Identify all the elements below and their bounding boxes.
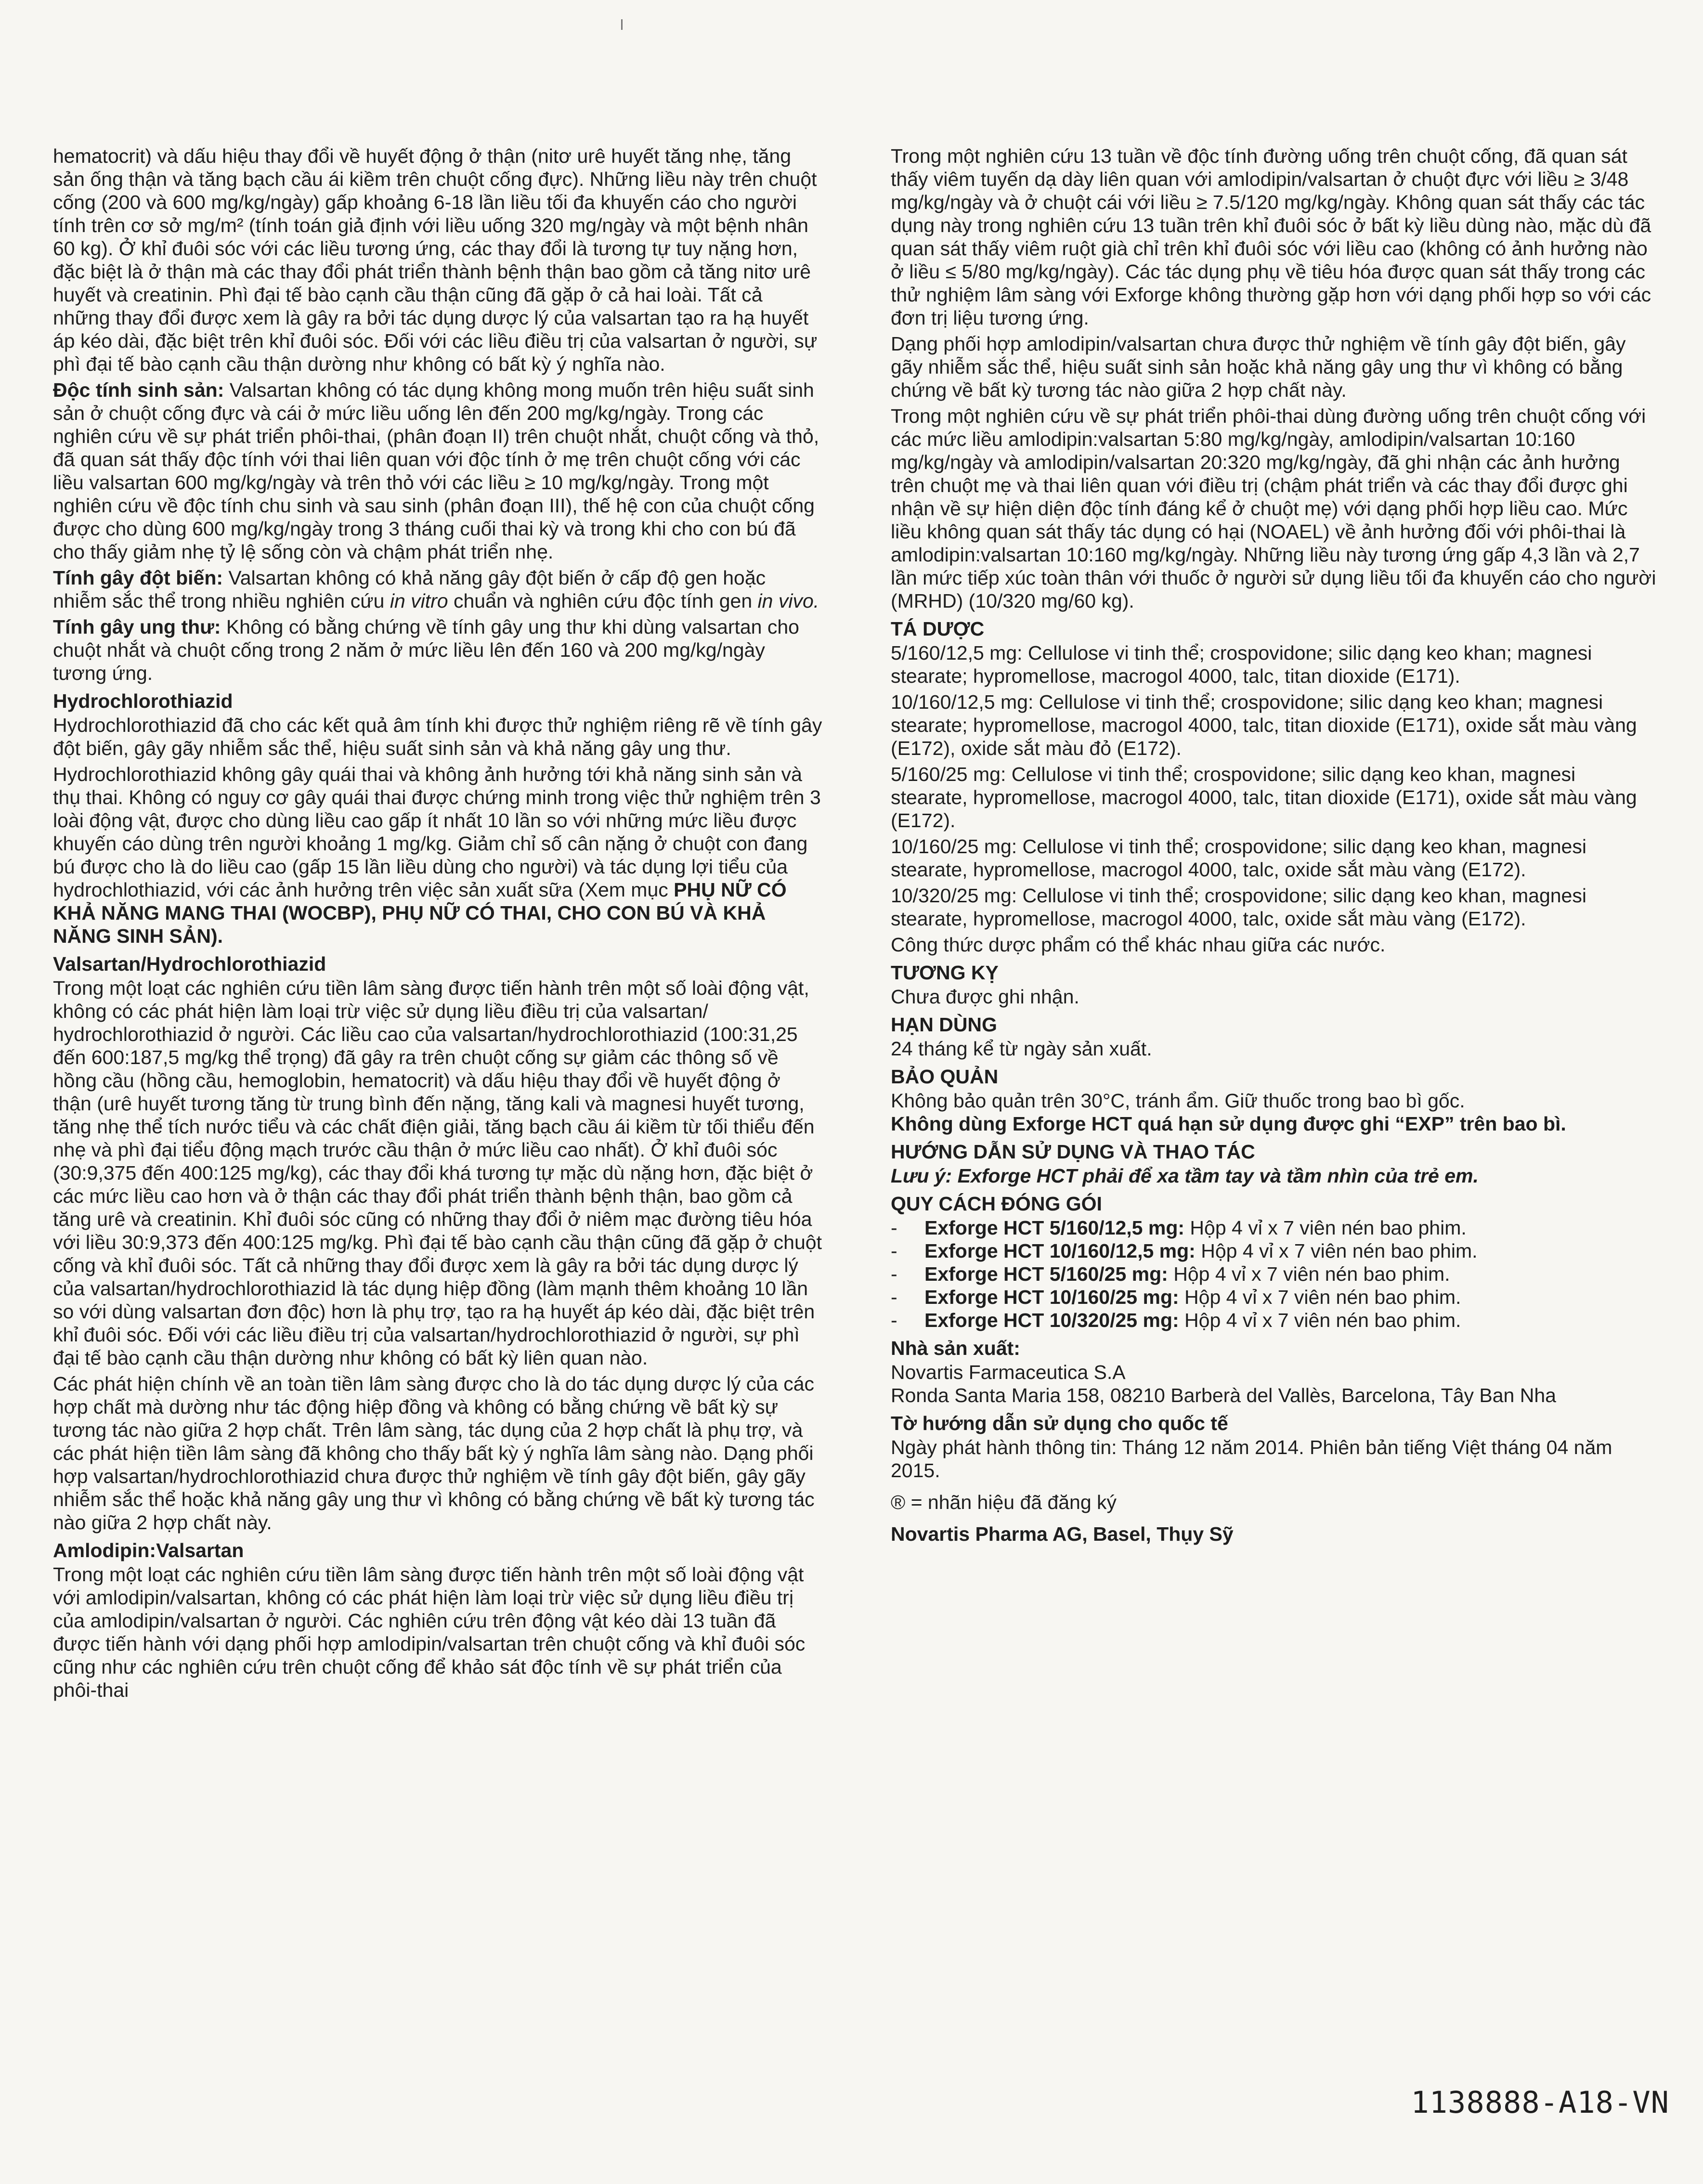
text-italic: in vitro — [390, 590, 448, 612]
section-heading-incompatibilities: TƯƠNG KỴ — [891, 962, 999, 984]
document-code: 1138888-A18-VN — [1411, 2085, 1669, 2120]
paragraph-reproductive-toxicity — [53, 378, 823, 563]
list-item — [891, 1216, 1656, 1239]
text: Valsartan không có khả năng gây đột biến ở cấp độ gen hoặc nhiễm sắc thể trong nhiều nghiên cứu — [53, 567, 766, 612]
paragraph: Chưa được ghi nhận. — [891, 986, 1079, 1008]
label: Độc tính sinh sản: — [53, 379, 224, 401]
list-item — [891, 1309, 1656, 1332]
list-item — [891, 1286, 1656, 1309]
section-heading-shelf-life: HẠN DÙNG — [891, 1014, 997, 1036]
list-item — [891, 1239, 1656, 1262]
print-mark — [621, 19, 623, 30]
section-heading-usage: HƯỚNG DẪN SỬ DỤNG VÀ THAO TÁC — [891, 1141, 1255, 1163]
manufacturer-name: Novartis Farmaceutica S.A — [891, 1361, 1126, 1383]
text-italic: in vivo. — [757, 590, 819, 612]
packaging-list — [891, 1216, 1656, 1332]
manufacturer-heading: Nhà sản xuất: — [891, 1337, 1020, 1359]
label: Tính gây đột biến: — [53, 567, 223, 589]
paragraph-mutagenicity — [53, 566, 823, 612]
text: chuẩn và nghiên cứu độc tính gen — [448, 590, 758, 612]
paragraph: Trong một nghiên cứu 13 tuần về độc tính đường uống trên chuột cống, đã quan sát thấy viêm tuyến dạ dày liên quan với amlodipin/valsartan ở chuột đực với liều ≥ 3/48 mg/kg/ngày và ở chuột cái với liều ≥ 7.5/120 mg/kg/ngày. Không quan sát thấy các tác dụng này trong nghiên cứu 13 tuần trên khỉ đuôi sóc ở bất kỳ liều dùng nào, mặc dù đã quan sát thấy viêm ruột già chỉ trên khỉ đuôi sóc với liều cao (không có ảnh hưởng nào ở liều ≤ 5/80 mg/kg/ngày). Các tác dụng phụ về tiêu hóa được quan sát thấy trong các thử nghiệm lâm sàng với Exforge không thường gặp hơn với dạng phối hợp so với các đơn trị liệu tương ứng. — [891, 145, 1651, 329]
section-heading: Hydrochlorothiazid — [53, 690, 233, 712]
pack-name: Exforge HCT 10/160/12,5 mg: — [924, 1240, 1196, 1262]
excipient-item: 10/160/12,5 mg: Cellulose vi tinh thể; crospovidone; silic dạng keo khan; magnesi stearate; hypromellose, macrogol 4000, talc, titan dioxide (E171), oxide sắt màu vàng (E172), oxide sắt màu đỏ (E172). — [891, 691, 1637, 759]
section-heading-storage: BẢO QUẢN — [891, 1066, 999, 1088]
text: Không có bằng chứng về tính gây ung thư khi dùng valsartan cho chuột nhắt và chuột cống trong 2 năm ở mức liều lên đến 160 và 200 mg/kg/ngày tương ứng. — [53, 616, 799, 684]
pack-name: Exforge HCT 10/320/25 mg: — [924, 1309, 1179, 1331]
pack-name: Exforge HCT 10/160/25 mg: — [924, 1286, 1179, 1308]
section-reference: PHỤ NỮ CÓ KHẢ NĂNG MANG THAI (WOCBP), PHỤ NỮ CÓ THAI, CHO CON BÚ VÀ KHẢ NĂNG SINH SẢN). — [53, 879, 787, 947]
excipient-item: 10/160/25 mg: Cellulose vi tinh thể; crospovidone; silic dạng keo khan, magnesi stearate, hypromellose, macrogol 4000, talc, oxide sắt màu vàng (E172). — [891, 835, 1586, 881]
pack-desc: Hộp 4 vỉ x 7 viên nén bao phim. — [1179, 1309, 1461, 1331]
trademark-note: ® = nhãn hiệu đã đăng ký — [891, 1491, 1117, 1513]
issue-date: Ngày phát hành thông tin: Tháng 12 năm 2014. Phiên bản tiếng Việt tháng 04 năm 2015. — [891, 1436, 1612, 1482]
excipient-item: 10/320/25 mg: Cellulose vi tinh thể; crospovidone; silic dạng keo khan, magnesi stearate, hypromellose, macrogol 4000, talc, oxide sắt màu vàng (E172). — [891, 884, 1586, 930]
excipient-item: 5/160/12,5 mg: Cellulose vi tinh thể; crospovidone; silic dạng keo khan; magnesi stearate; hypromellose, macrogol 4000, talc, titan dioxide (E171). — [891, 642, 1592, 687]
pack-desc: Hộp 4 vỉ x 7 viên nén bao phim. — [1195, 1240, 1478, 1262]
company-name: Novartis Pharma AG, Basel, Thụy Sỹ — [891, 1523, 1234, 1545]
paragraph: Dạng phối hợp amlodipin/valsartan chưa được thử nghiệm về tính gây đột biến, gây gãy nhiễm sắc thể, hiệu suất sinh sản hoặc khả năng gây ung thư vì không có bằng chứng về bất kỳ tương tác nào giữa 2 hợp chất này. — [891, 333, 1626, 401]
text: Hydrochlorothiazid không gây quái thai và không ảnh hưởng tới khả năng sinh sản và thụ thai. Không có nguy cơ gây quái thai được chứng minh trong việc thử nghiệm trên 3 loài động vật, được cho dùng liều cao gấp ít nhất 10 lần so với những mức liều được khuyến cáo dùng trên người khoảng 1 mg/kg. Giảm chỉ số cân nặng ở chuột con đang bú được cho là do liều cao (gấp 15 lần liều dùng cho người) và tác dụng lợi tiểu của hydrochlothiazid, với các ảnh hưởng trên việc sản xuất sữa (Xem mục — [53, 763, 821, 901]
paragraph: Trong một nghiên cứu về sự phát triển phôi-thai dùng đường uống trên chuột cống với các mức liều amlodipin:valsartan 5:80 mg/kg/ngày, amlodipin/valsartan 10:160 mg/kg/ngày và amlodipin/valsartan 20:320 mg/kg/ngày, đã ghi nhận các ảnh hưởng trên chuột mẹ và thai liên quan với điều trị (chậm phát triển và các thay đổi được ghi nhận về sự hiện diện độc tính đáng kể ở chuột mẹ) với dạng phối hợp liều cao. Mức liều không quan sát thấy tác dụng có hại (NOAEL) về ảnh hưởng đối với phôi-thai là amlodipin:valsartan 10:160 mg/kg/ngày. Những liều này tương ứng gấp 4,3 lần và 2,7 lần mức tiếp xúc toàn thân với thuốc ở người sử dụng liều tối đa khuyến cáo cho người (MRHD) (10/320 mg/60 kg). — [891, 405, 1656, 612]
paragraph: Hydrochlorothiazid đã cho các kết quả âm tính khi được thử nghiệm riêng rẽ về tính gây đột biến, gây gãy nhiễm sắc thể, hiệu suất sinh sản và khả năng gây ung thư. — [53, 714, 822, 759]
excipient-note: Công thức dược phẩm có thể khác nhau giữa các nước. — [891, 934, 1386, 956]
label: Tính gây ung thư: — [53, 616, 221, 638]
section-heading: Valsartan/Hydrochlorothiazid — [53, 953, 326, 975]
list-item — [891, 1262, 1656, 1286]
pack-desc: Hộp 4 vỉ x 7 viên nén bao phim. — [1179, 1286, 1461, 1308]
section-heading-excipients: TÁ DƯỢC — [891, 618, 985, 640]
paragraph-carcinogenicity — [53, 615, 823, 685]
paragraph: Không bảo quản trên 30°C, tránh ẩm. Giữ thuốc trong bao bì gốc. — [891, 1090, 1465, 1112]
pack-desc: Hộp 4 vỉ x 7 viên nén bao phim. — [1184, 1217, 1467, 1239]
pack-desc: Hộp 4 vỉ x 7 viên nén bao phim. — [1168, 1263, 1450, 1285]
paragraph: Trong một loạt các nghiên cứu tiền lâm sàng được tiến hành trên một số loài động vật với amlodipin/valsartan, không có các phát hiện làm loại trừ việc sử dụng liều điều trị của amlodipin/valsartan ở người. Các nghiên cứu trên động vật kéo dài 13 tuần đã được tiến hành với dạng phối hợp amlodipin/valsartan trên chuột cống và khỉ đuôi sóc cũng như các nghiên cứu trên chuột cống để khảo sát độc tính về sự phát triển của phôi-thai — [53, 1563, 806, 1701]
paragraph: hematocrit) và dấu hiệu thay đổi về huyết động ở thận (nitơ urê huyết tăng nhẹ, tăng sản ống thận và tăng bạch cầu ái kiềm trên chuột cống đực). Những liều này trên chuột cống (200 và 600 mg/kg/ngày) gấp khoảng 6-18 lần liều tối đa khuyến cáo cho người tính trên cơ sở mg/m² (tính toán giả định với liều uống 320 mg/ngày và một bệnh nhân 60 kg). Ở khỉ đuôi sóc với các liều tương ứng, các thay đổi là tương tự tuy nặng hơn, đặc biệt là ở thận mà các thay đổi phát triển thành bệnh thận bao gồm cả tăng nitơ urê huyết và creatinin. Phì đại tế bào cạnh cầu thận cũng đã gặp ở cả hai loài. Tất cả những thay đổi được xem là gây ra bởi tác dụng dược lý của valsartan tạo ra hạ huyết áp kéo dài, đặc biệt trên khỉ đuôi sóc. Đối với các liều điều trị của valsartan ở người, sự phì đại tế bào cạnh cầu thận dường như không có bất kỳ ý nghĩa nào. — [53, 145, 818, 375]
pack-name: Exforge HCT 5/160/25 mg: — [924, 1263, 1168, 1285]
left-column — [53, 144, 823, 1704]
paragraph: Các phát hiện chính về an toàn tiền lâm sàng được cho là do tác dụng dược lý của các hợp chất mà dường như tác động hiệp đồng và không có bằng chứng về bất kỳ sự tương tác nào giữa 2 hợp chất. Trên lâm sàng, tác dụng của 2 hợp chất là phụ trợ, và các phát hiện tiền lâm sàng đã không cho thấy bất kỳ ý nghĩa lâm sàng nào. Dạng phối hợp valsartan/hydrochlorothiazid chưa được thử nghiệm về tính gây đột biến, gây gãy nhiễm sắc thể hoặc khả năng gây ung thư vì không có bằng chứng về bất kỳ tương tác nào giữa 2 hợp chất này. — [53, 1373, 815, 1534]
section-heading: Amlodipin:Valsartan — [53, 1539, 244, 1561]
usage-note: Lưu ý: Exforge HCT phải để xa tầm tay và tầm nhìn của trẻ em. — [891, 1165, 1479, 1187]
excipient-item: 5/160/25 mg: Cellulose vi tinh thể; crospovidone; silic dạng keo khan, magnesi stearate, hypromellose, macrogol 4000, talc, titan dioxide (E171), oxide sắt màu vàng (E172). — [891, 763, 1637, 832]
paragraph: Trong một loạt các nghiên cứu tiền lâm sàng được tiến hành trên một số loài động vật, không có các phát hiện làm loại trừ việc sử dụng liều điều trị của valsartan/ hydrochlorothiazid ở người. Các liều cao của valsartan/hydrochlorothiazid (100:31,25 đến 600:187,5 mg/kg thể trọng) đã gây ra trên chuột cống sự giảm các thông số về hồng cầu (hồng cầu, hemoglobin, hematocrit) và dấu hiệu thay đổi về huyết động ở thận (urê huyết tương tăng từ trung bình đến nặng, tăng kali và magnesi huyết tương, tăng nhẹ thể tích nước tiểu và các chất điện giải, tăng bạch cầu ái kiềm từ tối thiểu đến nhẹ và phì đại tiểu động mạch trước cầu thận ở mức liều cao nhất). Ở khỉ đuôi sóc (30:9,375 đến 400:125 mg/kg), các thay đổi khá tương tự mặc dù nặng hơn, đặc biệt ở các mức liều cao hơn và ở thận các thay đổi phát triển thành bệnh thận, bao gồm cả tăng urê và creatinin. Khỉ đuôi sóc cũng có những thay đổi ở niêm mạc đường tiêu hóa với liều 30:9,373 đến 400:125 mg/kg. Phì đại tế bào cạnh cầu thận cũng đã gặp ở chuột cống và khỉ đuôi sóc. Tất cả những thay đổi được xem là gây ra bởi tác dụng dược lý của valsartan/hydrochlorothiazid là tác dụng hiệp đồng (làm mạnh thêm khoảng 10 lần so với dùng valsartan đơn độc) hơn là phụ trợ, tạo ra hạ huyết áp kéo dài, đặc biệt trên khỉ đuôi sóc. Đối với các liều điều trị của valsartan/hydrochlorothiazid ở người, sự phì đại tế bào cạnh cầu thận dường như không có bất kỳ liên quan nào. — [53, 977, 822, 1369]
storage-warning: Không dùng Exforge HCT quá hạn sử dụng được ghi “EXP” trên bao bì. — [891, 1113, 1566, 1135]
manufacturer-address: Ronda Santa Maria 158, 08210 Barberà del Vallès, Barcelona, Tây Ban Nha — [891, 1384, 1556, 1406]
section-heading-packaging: QUY CÁCH ĐÓNG GÓI — [891, 1193, 1102, 1215]
paragraph — [53, 763, 823, 948]
international-leaflet-heading: Tờ hướng dẫn sử dụng cho quốc tế — [891, 1412, 1228, 1434]
paragraph: 24 tháng kể từ ngày sản xuất. — [891, 1038, 1152, 1060]
pack-name: Exforge HCT 5/160/12,5 mg: — [924, 1217, 1185, 1239]
right-column — [891, 144, 1656, 1548]
text: Valsartan không có tác dụng không mong muốn trên hiệu suất sinh sản ở chuột cống đực và cái ở mức liều uống lên đến 200 mg/kg/ngày. Trong các nghiên cứu về sự phát triển phôi-thai, (phân đoạn II) trên chuột nhắt, chuột cống và thỏ, đã quan sát thấy độc tính với thai liên quan với độc tính ở mẹ trên chuột cống với các liều valsartan 600 mg/kg/ngày và trên thỏ với các liều ≥ 10 mg/kg/ngày. Trong một nghiên cứu về độc tính chu sinh và sau sinh (phân đoạn III), thế hệ con của chuột cống được cho dùng 600 mg/kg/ngày trong 3 tháng cuối thai kỳ và trong khi cho con bú đã cho thấy giảm nhẹ tỷ lệ sống còn và chậm phát triển nhẹ. — [53, 379, 819, 563]
